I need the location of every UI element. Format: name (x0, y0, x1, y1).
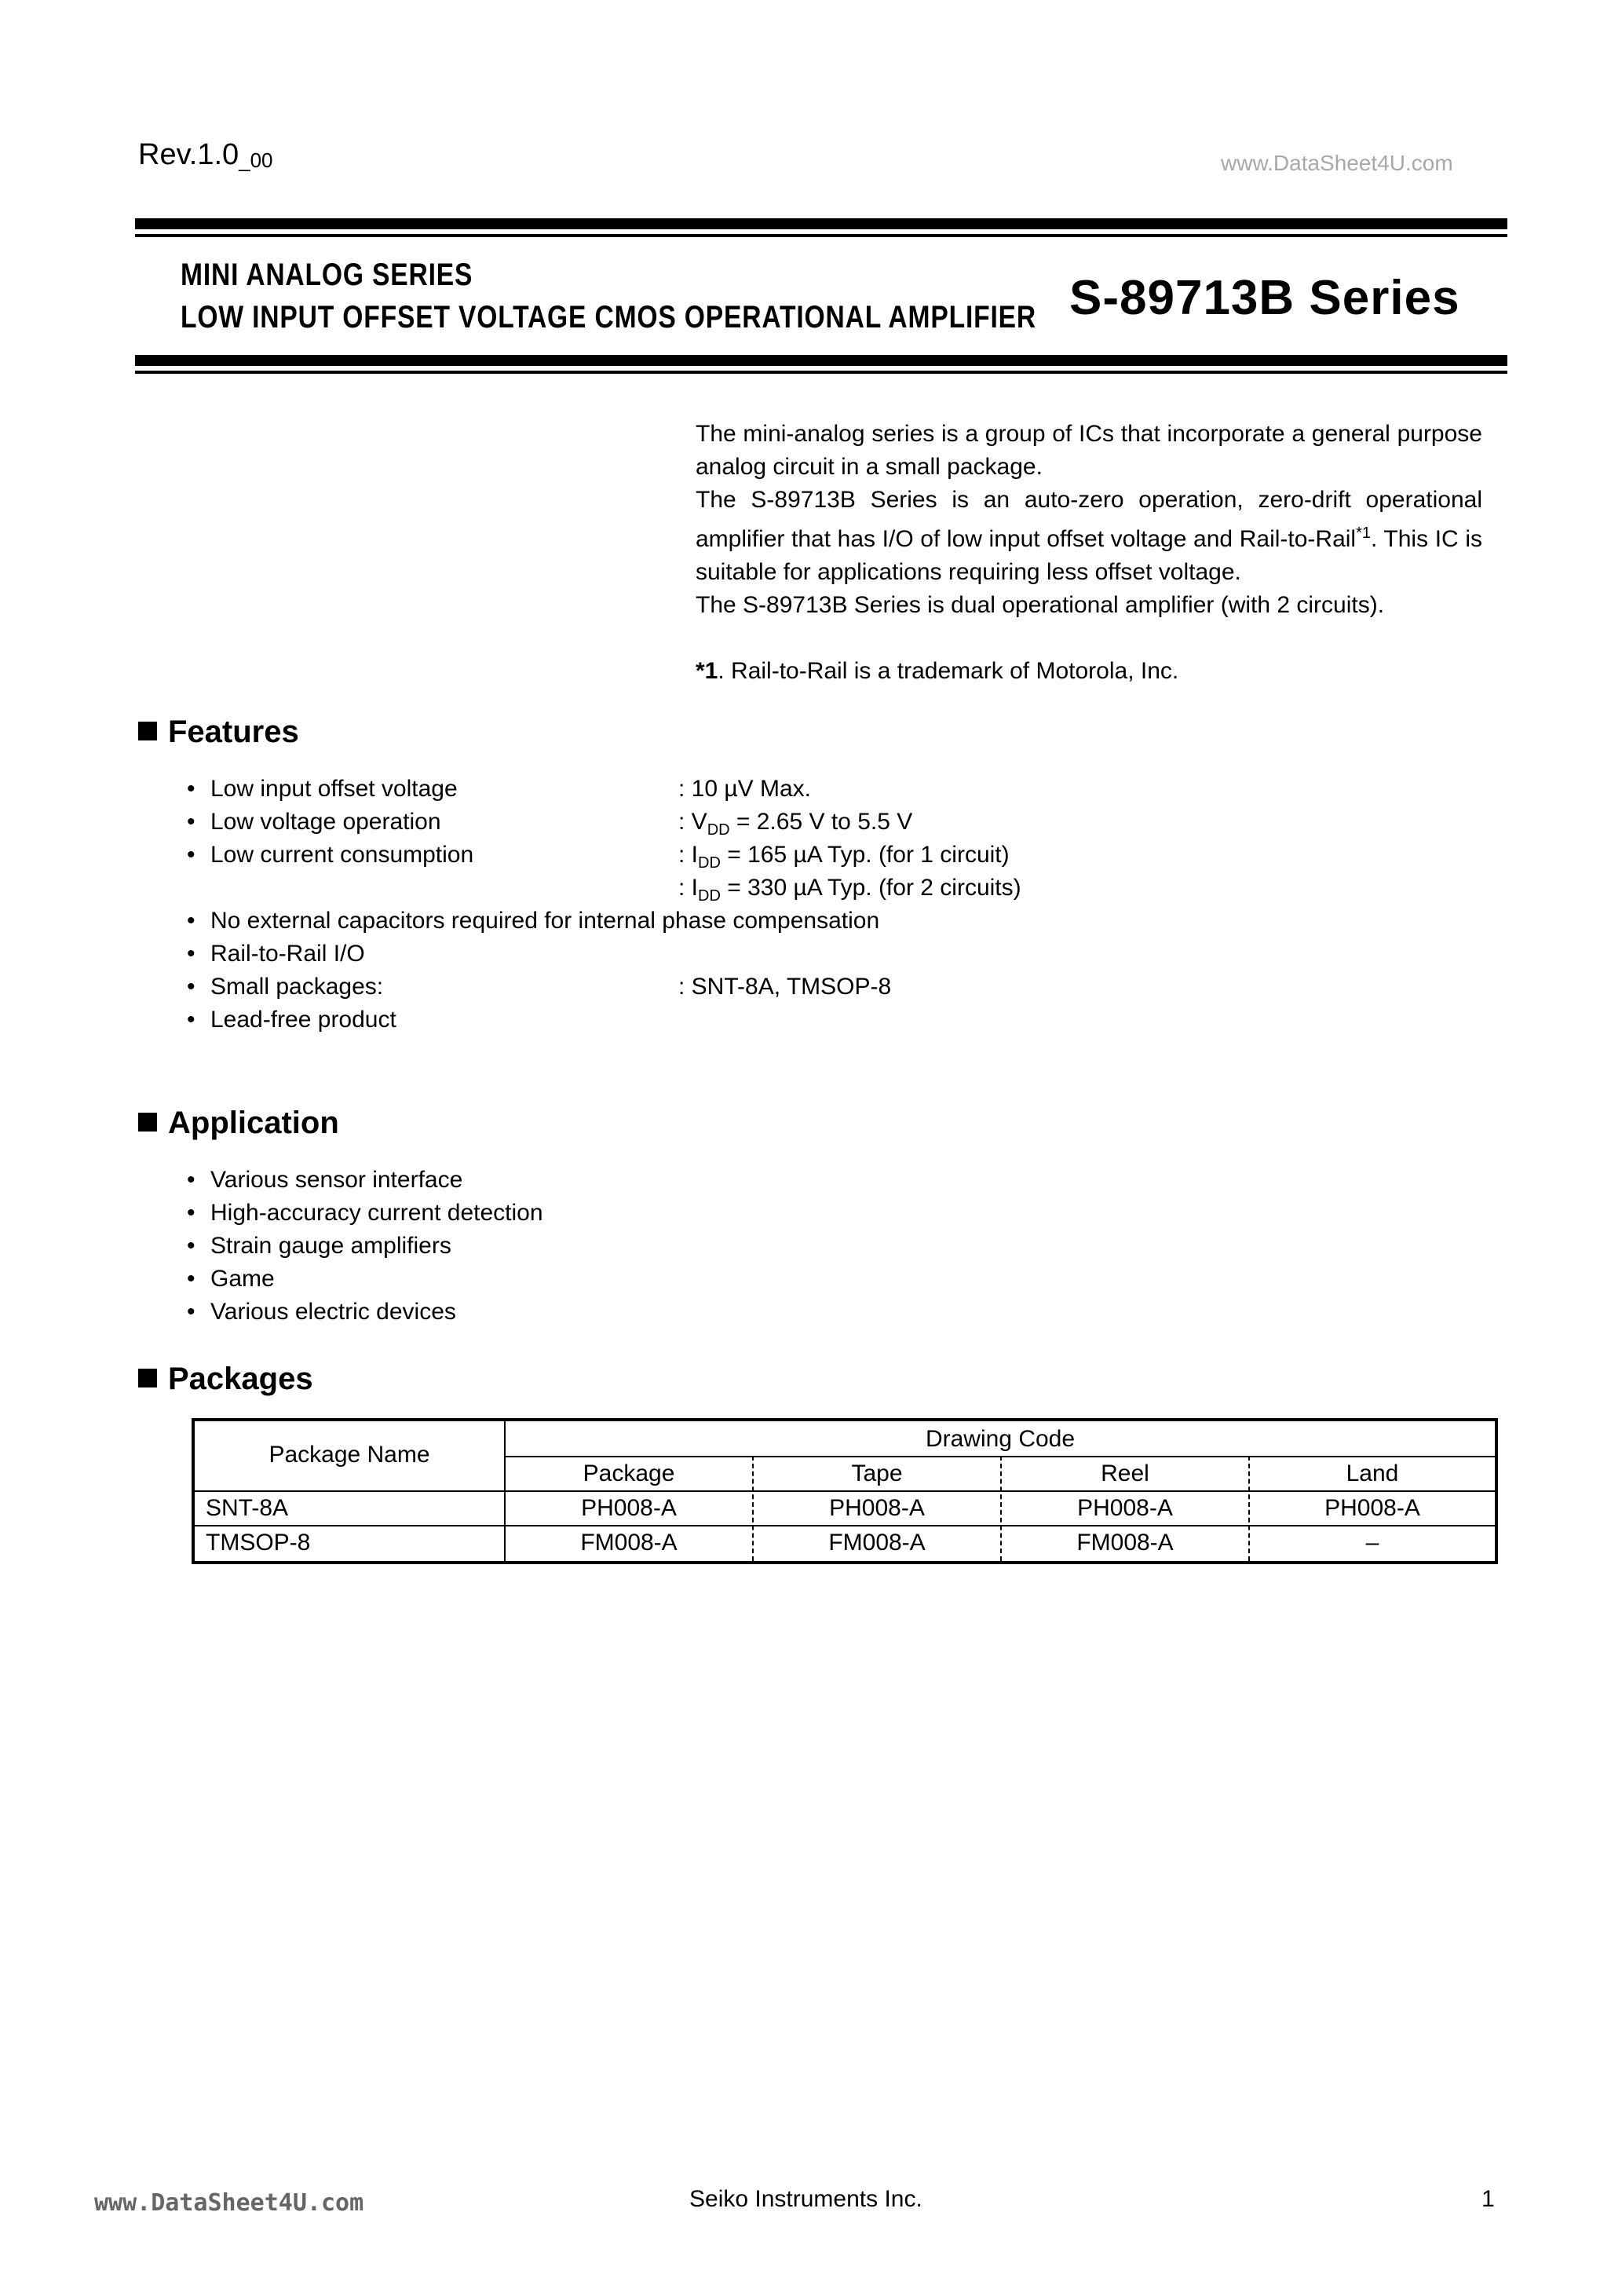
product-name: S-89713B Series (1069, 271, 1460, 325)
table-cell: PH008-A (1324, 1495, 1420, 1521)
features-heading: Features (138, 715, 299, 750)
table-divider (195, 1525, 1495, 1526)
footnote (696, 655, 1482, 688)
product-description: LOW INPUT OFFSET VOLTAGE CMOS OPERATIONAL AMPLIFIER (181, 300, 1037, 335)
table-cell: PH008-A (1077, 1495, 1173, 1521)
table-cell: PH008-A (581, 1495, 677, 1521)
table-row-name: TMSOP-8 (206, 1530, 311, 1556)
intro-paragraph-1: The mini-analog series is a group of ICs that incorporate a general purpose analog circuit in a small package. (696, 421, 1482, 480)
footnote-text: . Rail-to-Rail is a trademark of Motorola, Inc. (718, 658, 1179, 684)
sub-header-land: Land (1346, 1461, 1399, 1486)
table-row-name: SNT-8A (206, 1495, 289, 1521)
footnote-marker: *1 (696, 658, 718, 684)
table-cell: FM008-A (1076, 1530, 1174, 1556)
intro-text (696, 418, 1482, 688)
revision-main: Rev.1.0 (138, 138, 239, 171)
page-number: 1 (1481, 2186, 1495, 2212)
footnote-ref: *1 (1356, 525, 1371, 542)
intro-paragraph-3: The S-89713B Series is dual operational amplifier (with 2 circuits). (696, 592, 1385, 618)
sub-header-tape: Tape (851, 1461, 903, 1486)
col-header-package-name: Package Name (269, 1442, 430, 1468)
title-rule-top-thin (135, 234, 1507, 237)
intro-paragraph-2: The S-89713B Series is an auto-zero operation, zero-drift operational amplifier that has I/O of low input offset voltage and Rail-to-Rail$^{*1}$. This IC is suitable for applications requiring less offset voltage. (696, 487, 1483, 585)
title-rule-bottom-thin (135, 371, 1507, 374)
packages-heading: Packages (138, 1362, 313, 1397)
square-bullet-icon (138, 1113, 157, 1132)
title-rule-bottom-thick (135, 355, 1507, 366)
watermark-top: www.DataSheet4U.com (1221, 151, 1453, 175)
footer-company: Seiko Instruments Inc. (689, 2186, 922, 2212)
title-rule-top-thick (135, 218, 1507, 229)
col-header-drawing-code: Drawing Code (925, 1426, 1076, 1452)
revision-sub: _00 (239, 148, 273, 172)
sub-header-reel: Reel (1101, 1461, 1149, 1486)
square-bullet-icon (138, 722, 157, 740)
table-cell: – (1365, 1530, 1379, 1556)
revision (138, 138, 273, 172)
table-cell: FM008-A (580, 1530, 678, 1556)
table-cell: FM008-A (828, 1530, 926, 1556)
square-bullet-icon (138, 1369, 157, 1387)
application-heading: Application (138, 1106, 339, 1141)
watermark-bottom: www.DataSheet4U.com (94, 2189, 364, 2217)
sub-header-package: Package (583, 1461, 675, 1486)
table-divider (504, 1456, 1495, 1457)
packages-table (192, 1418, 1498, 1564)
table-cell: PH008-A (829, 1495, 925, 1521)
series-title: MINI ANALOG SERIES (181, 258, 473, 292)
table-divider (195, 1490, 1495, 1492)
